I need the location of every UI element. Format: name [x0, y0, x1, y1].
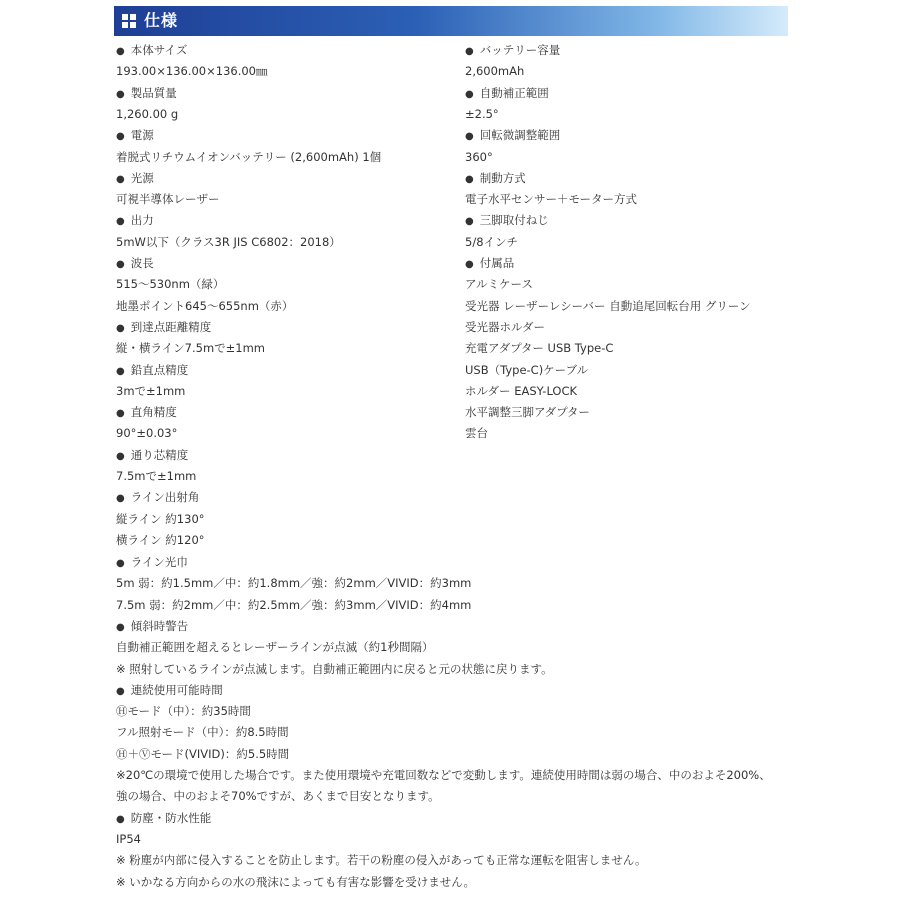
- spec-value: 3mで±1mm: [116, 383, 186, 398]
- spec-value: 193.00×136.00×136.00㎜: [116, 64, 268, 79]
- spec-value: 地墨ポイント645～655nm（赤）: [116, 298, 294, 313]
- spec-label: ● バッテリー容量: [465, 42, 560, 60]
- spec-label: ● 防塵・防水性能: [116, 810, 211, 828]
- spec-value: 可視半導体レーザー: [116, 192, 220, 207]
- spec-value: Ⓗ＋Ⓥモード(VIVID)：約5.5時間: [116, 746, 290, 761]
- spec-value: フル照射モード（中）：約8.5時間: [116, 725, 289, 740]
- spec-value: 縦・横ライン7.5mで±1mm: [116, 341, 266, 356]
- spec-label: ● ライン出射角: [116, 489, 199, 507]
- spec-value: 5/8インチ: [465, 234, 519, 249]
- spec-value: 強の場合、中のおよそ70%ですが、あくまで目安となります。: [116, 789, 440, 804]
- spec-label: ● 本体サイズ: [116, 42, 187, 60]
- spec-label: ● 出力: [116, 212, 154, 230]
- spec-label: ● 回転微調整範囲: [465, 127, 560, 145]
- spec-value: アルミケース: [465, 277, 533, 292]
- spec-label: ● 鉛直点精度: [116, 362, 188, 380]
- spec-label: ● 連続使用可能時間: [116, 682, 223, 700]
- spec-value: 1,260.00 g: [116, 106, 179, 121]
- spec-label: ● 三脚取付ねじ: [465, 212, 549, 230]
- spec-value: 受光器ホルダー: [465, 319, 546, 334]
- spec-value: 5m 弱：約1.5mm／中：約1.8mm／強：約2mm／VIVID：約3mm: [116, 576, 472, 591]
- page-title: 仕様: [144, 11, 179, 30]
- spec-label: ● 波長: [116, 255, 154, 273]
- spec-label: ● 付属品: [465, 255, 514, 273]
- spec-value: 電子水平センサー＋モーター方式: [465, 192, 638, 207]
- spec-label: ● ライン光巾: [116, 554, 188, 572]
- spec-value: ※ いかなる方向からの水の飛沫によっても有害な影響を受けません。: [116, 874, 475, 889]
- spec-value: 7.5m 弱：約2mm／中：約2.5mm／強：約3mm／VIVID：約4mm: [116, 597, 472, 612]
- spec-value: 5mW以下（クラス3R JIS C6802：2018）: [116, 234, 341, 249]
- spec-value: IP54: [116, 831, 141, 846]
- spec-value: 着脱式リチウムイオンバッテリー (2,600mAh) 1個: [116, 149, 382, 164]
- spec-value: ※ 粉塵が内部に侵入することを防止します。若干の粉塵の侵入があっても正常な運転を阻害しません。: [116, 853, 647, 868]
- spec-value: ±2.5°: [465, 106, 499, 121]
- spec-value: 7.5mで±1mm: [116, 469, 197, 483]
- spec-label: ● 直角精度: [116, 404, 177, 422]
- spec-label: ● 到達点距離精度: [116, 319, 211, 337]
- spec-label: ● 通り芯精度: [116, 447, 188, 465]
- spec-label: ● 製品質量: [116, 85, 177, 103]
- spec-label: ● 制動方式: [465, 170, 526, 188]
- spec-value: 515～530nm（緑）: [116, 277, 225, 292]
- grid-icon: [122, 14, 136, 28]
- spec-label: ● 電源: [116, 127, 154, 145]
- spec-value: 90°±0.03°: [116, 426, 178, 441]
- spec-label: ● 傾斜時警告: [116, 618, 188, 636]
- spec-value: 雲台: [465, 426, 488, 441]
- spec-value: 2,600mAh: [465, 64, 525, 79]
- spec-value: ※ 照射しているラインが点滅します。自動補正範囲内に戻ると元の状態に戻ります。: [116, 661, 553, 676]
- spec-value: 充電アダプター USB Type-C: [465, 341, 614, 356]
- spec-value: ※20℃の環境で使用した場合です。また使用環境や充電回数などで変動します。連続使用時間は弱の場合、中のおよそ200%、: [116, 768, 771, 782]
- spec-header-bar: [114, 6, 788, 36]
- spec-value: 横ライン 約120°: [116, 532, 205, 547]
- spec-value: 360°: [465, 149, 493, 164]
- spec-label: ● 光源: [116, 170, 154, 188]
- spec-label: ● 自動補正範囲: [465, 85, 549, 103]
- spec-value: 自動補正範囲を超えるとレーザーラインが点滅（約1秒間隔）: [116, 640, 434, 655]
- spec-value: 水平調整三脚アダプター: [465, 405, 590, 420]
- spec-value: 受光器 レーザーレシーバー 自動追尾回転台用 グリーン: [465, 298, 751, 313]
- spec-value: ホルダー EASY-LOCK: [465, 383, 578, 398]
- spec-value: 縦ライン 約130°: [116, 511, 205, 526]
- spec-value: Ⓗモード（中）：約35時間: [116, 704, 251, 719]
- spec-value: USB（Type-C)ケーブル: [465, 362, 589, 377]
